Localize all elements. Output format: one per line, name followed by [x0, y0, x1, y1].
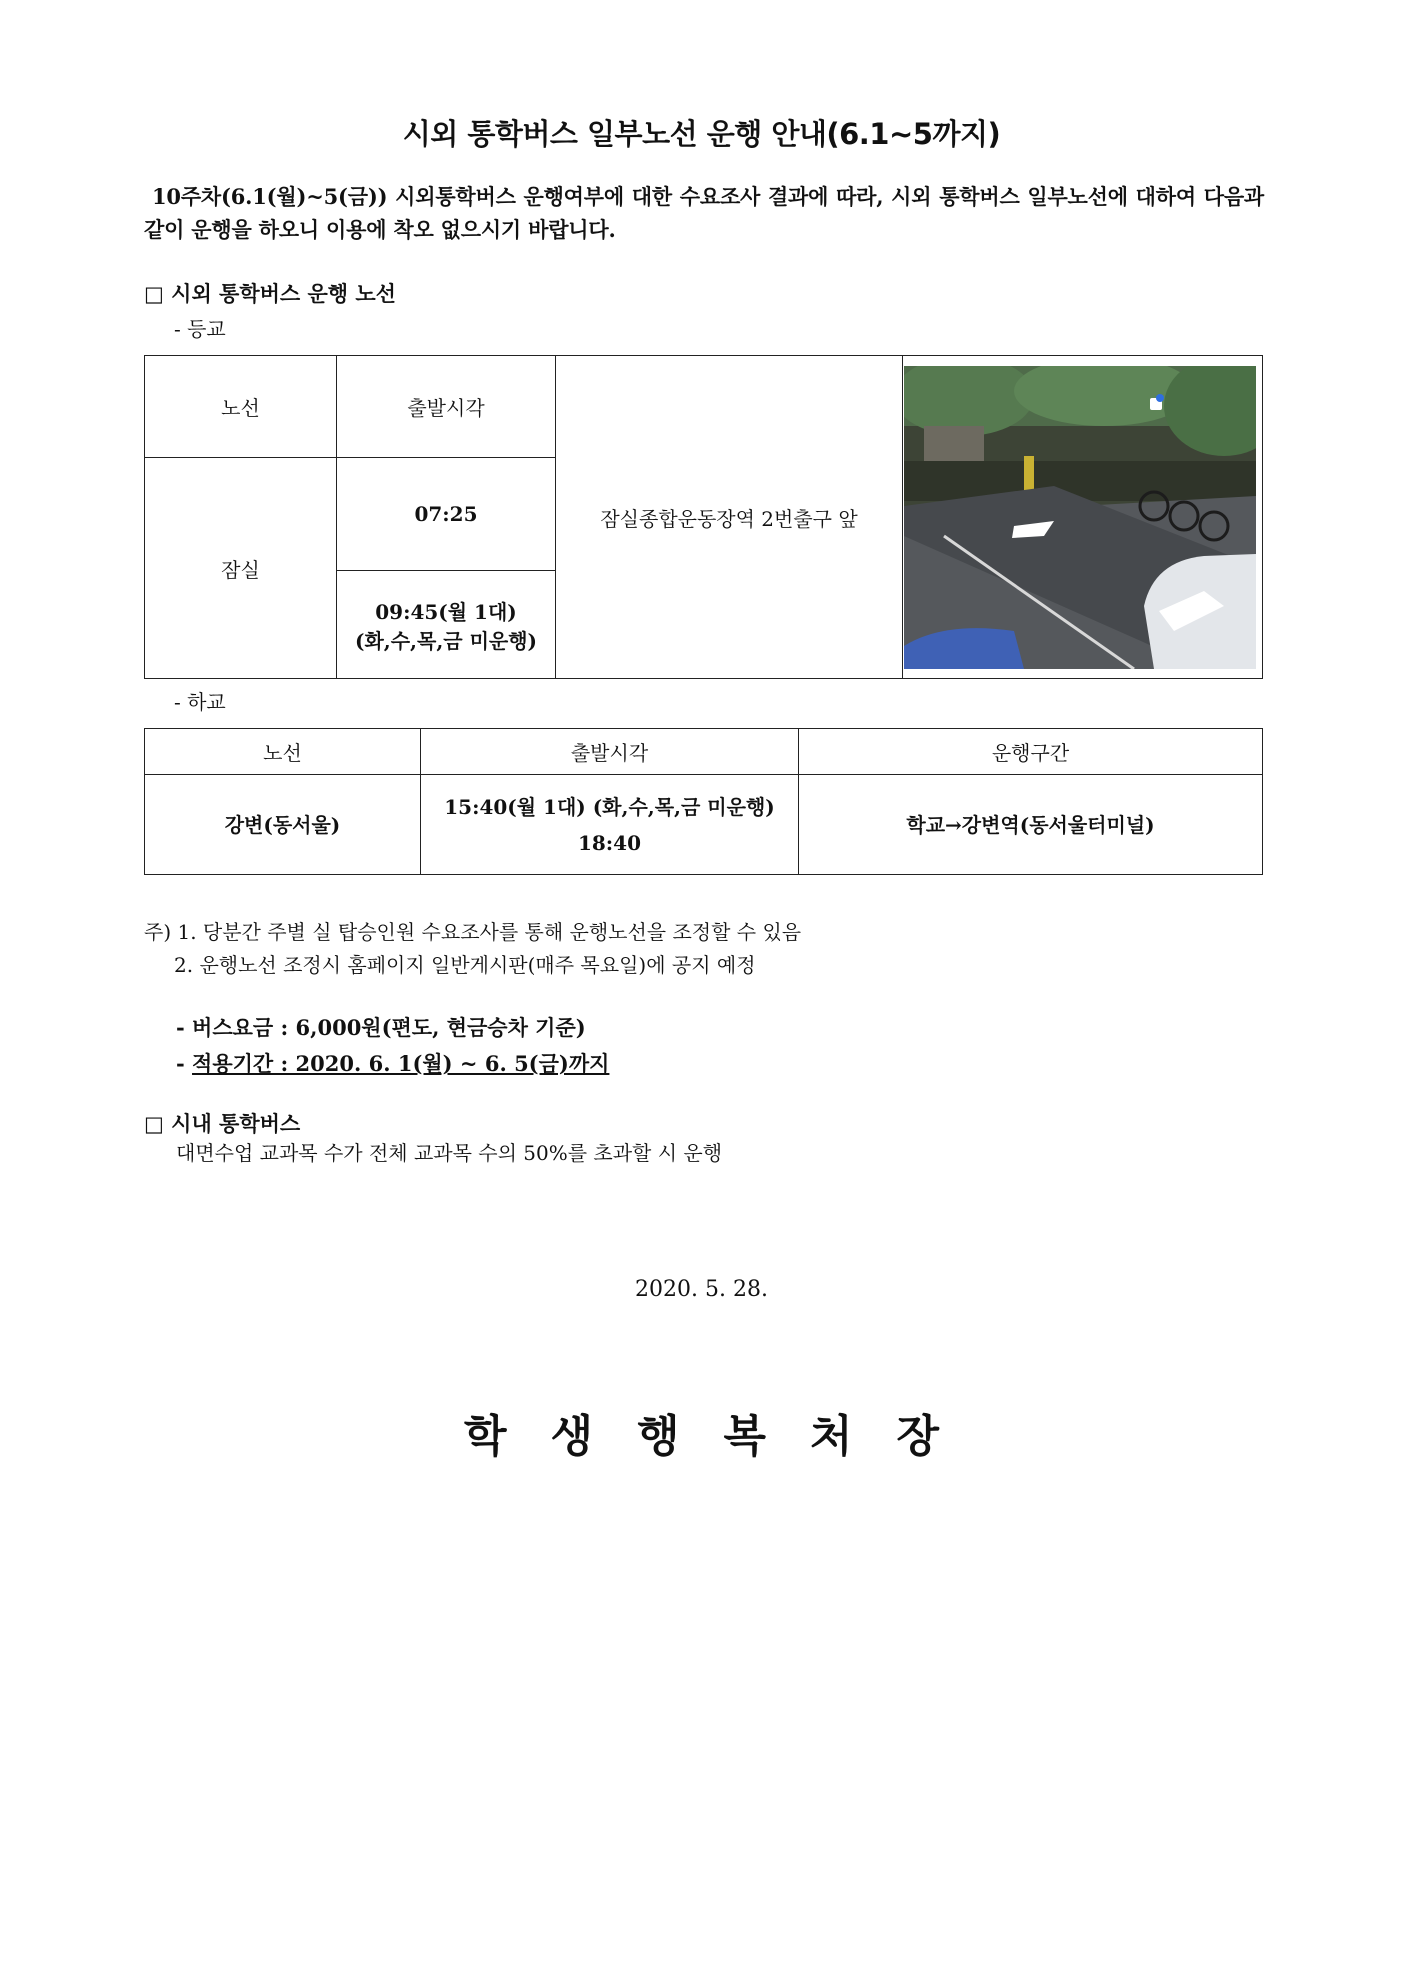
- inbound-time-2-line1: 09:45(월 1대): [375, 599, 517, 624]
- bus-fare: - 버스요금 : 6,000원(편도, 현금승차 기준): [176, 1015, 586, 1040]
- city-bus-description: 대면수업 교과목 수가 전체 교과목 수의 50%를 초과할 시 운행: [176, 1141, 723, 1165]
- inbound-route: 잠실: [145, 458, 337, 679]
- outbound-times: [421, 775, 799, 875]
- outbound-table: [144, 728, 1263, 875]
- inbound-header-route: 노선: [145, 356, 337, 458]
- notice-date: 2020. 5. 28.: [635, 1277, 768, 1302]
- section-heading-city: □ 시내 통학버스: [144, 1111, 301, 1136]
- inbound-label: - 등교: [174, 317, 226, 341]
- outbound-time-1: 15:40(월 1대) (화,수,목,금 미운행): [444, 794, 775, 819]
- outbound-section: 학교→강변역(동서울터미널): [799, 775, 1263, 875]
- document-title: 시외 통학버스 일부노선 운행 안내(6.1~5까지): [402, 117, 1001, 151]
- note-1: 주) 1. 당분간 주별 실 탑승인원 수요조사를 통해 운행노선을 조정할 수 있음: [144, 920, 802, 944]
- inbound-time-1: 07:25: [337, 458, 556, 571]
- outbound-header-route: 노선: [145, 729, 421, 775]
- section-heading-intercity: □ 시외 통학버스 운행 노선: [144, 281, 396, 306]
- inbound-location: 잠실종합운동장역 2번출구 앞: [556, 356, 903, 679]
- inbound-header-time: 출발시각: [337, 356, 556, 458]
- inbound-time-2: [337, 571, 556, 679]
- fare-block: [176, 1010, 609, 1082]
- street-view-photo: [904, 366, 1256, 669]
- outbound-time-2: 18:40: [577, 830, 642, 855]
- issuer-signature: 학생행복처장: [463, 1411, 984, 1462]
- inbound-time-2-line2: (화,수,목,금 미운행): [354, 628, 538, 653]
- note-2: 2. 운행노선 조정시 홈페이지 일반게시판(매주 목요일)에 공지 예정: [174, 953, 756, 977]
- outbound-label: - 하교: [174, 690, 226, 714]
- outbound-header-time: 출발시각: [421, 729, 799, 775]
- apply-period: [176, 1046, 609, 1082]
- outbound-route: 강변(동서울): [145, 775, 421, 875]
- outbound-header-section: 운행구간: [799, 729, 1263, 775]
- intro-paragraph: 10주차(6.1(월)~5(금)) 시외통학버스 운행여부에 대한 수요조사 결과에 따라, 시외 통학버스 일부노선에 대하여 다음과 같이 운행을 하오니 이용에 착오 없으시기 바랍니다.: [144, 184, 1264, 242]
- apply-period-text: 적용기간 : 2020. 6. 1(월) ~ 6. 5(금)까지: [192, 1051, 610, 1076]
- notes: [144, 916, 801, 982]
- inbound-photo-cell: [903, 356, 1263, 679]
- apply-period-dash: -: [176, 1051, 193, 1076]
- inbound-table: [144, 355, 1263, 679]
